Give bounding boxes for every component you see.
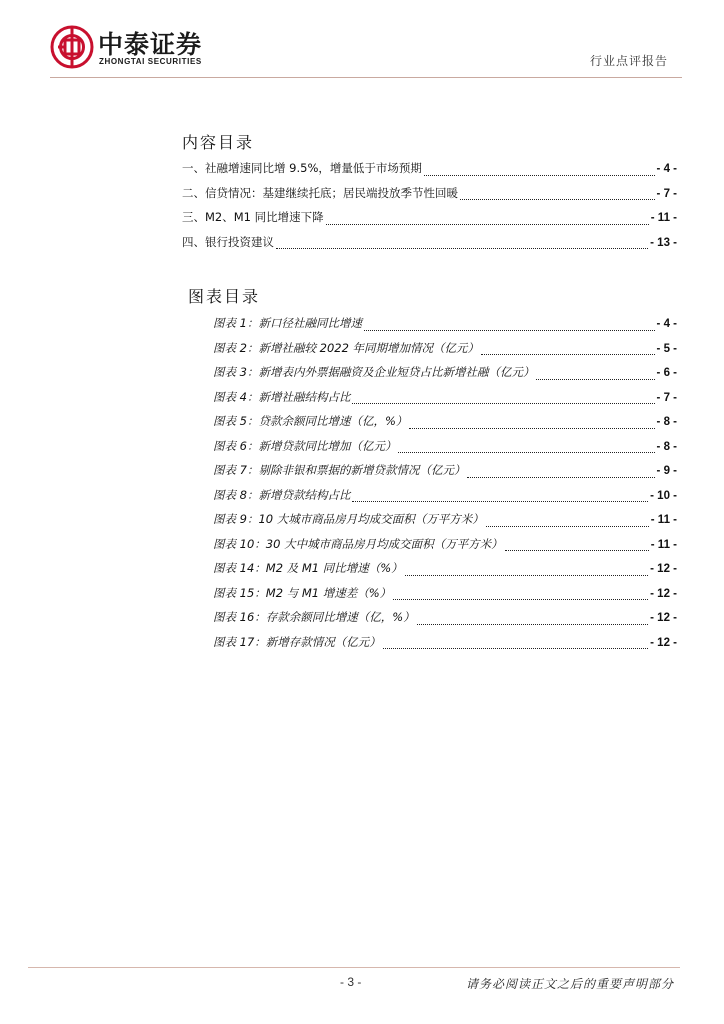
contents-entry[interactable] [182,160,677,185]
dot-leader [536,379,654,380]
dot-leader [424,175,655,176]
dot-leader [276,248,648,249]
footer-disclaimer: 请务必阅读正文之后的重要声明部分 [465,977,674,991]
logo-chinese-name: 中泰证券 [98,30,203,59]
report-type-label: 行业点评报告 [589,54,668,68]
logo-english-name: ZHONGTAI SECURITIES [99,57,202,66]
toc-entry-title: 图表 9：10 大城市商品房月均成交面积（万平方米） [213,512,484,526]
contents-title: 内容目录 [182,133,255,152]
toc-entry-page: - 12 - [650,587,677,600]
figure-entry[interactable] [213,364,677,389]
toc-entry-title: 图表 3：新增表内外票据融资及企业短贷占比新增社融（亿元） [213,365,535,379]
dot-leader [364,330,655,331]
dot-leader [486,526,649,527]
dot-leader [393,599,648,600]
figure-entry[interactable] [213,609,677,634]
toc-entry-page: - 8 - [656,416,677,428]
toc-entry-page: - 6 - [656,367,677,379]
dot-leader [383,648,648,649]
toc-entry-page: - 9 - [656,465,677,477]
toc-entry-title: 四、银行投资建议 [182,234,274,249]
toc-entry-title: 图表 17：新增存款情况（亿元） [213,634,381,649]
dot-leader [326,224,649,225]
toc-entry-title: 图表 10：30 大中城市商品房月均成交面积（万平方米） [213,536,503,551]
toc-entry-page: - 12 - [650,636,677,649]
dot-leader [398,452,654,453]
toc-entry-title: 二、信贷情况：基建继续托底；居民端投放季节性回暖 [182,185,458,200]
toc-entry-page: - 10 - [650,489,677,502]
dot-leader [352,501,648,502]
figure-entry[interactable] [213,560,677,585]
toc-entry-page: - 12 - [650,612,677,624]
figure-entry[interactable] [213,511,677,536]
toc-entry-title: 三、M2、M1 同比增速下降 [182,210,324,224]
toc-entry-title: 图表 15：M2 与 M1 增速差（%） [213,585,392,600]
figure-entry[interactable] [213,536,677,561]
figure-entry[interactable] [213,487,677,512]
toc-entry-title: 图表 16：存款余额同比增速（亿，%） [213,610,415,624]
dot-leader [352,403,654,404]
toc-entry-page: - 12 - [650,563,677,575]
toc-entry-page: - 11 - [650,538,677,551]
toc-entry-page: - 8 - [656,440,677,453]
figures-list [213,315,677,658]
page-number: - 3 - [340,975,362,989]
toc-entry-title: 图表 1：新口径社融同比增速 [213,316,362,330]
dot-leader [505,550,649,551]
toc-entry-title: 图表 7：剔除非银和票据的新增贷款情况（亿元） [213,463,466,477]
zhongtai-logo-icon [50,25,94,69]
toc-entry-title: 图表 14：M2 及 M1 同比增速（%） [213,561,403,575]
dot-leader [405,575,648,576]
page-header [0,0,724,80]
toc-entry-title: 图表 8：新增贷款结构占比 [213,487,351,502]
toc-entry-page: - 13 - [650,236,677,249]
toc-entry-title: 一、社融增速同比增 9.5%，增量低于市场预期 [182,161,422,175]
toc-entry-page: - 7 - [656,187,677,200]
dot-leader [467,477,654,478]
figure-entry[interactable] [213,413,677,438]
toc-entry-page: - 11 - [650,514,677,526]
toc-entry-page: - 4 - [656,318,677,330]
figure-entry[interactable] [213,389,677,414]
figure-entry[interactable] [213,315,677,340]
toc-entry-title: 图表 4：新增社融结构占比 [213,389,351,404]
figures-title: 图表目录 [188,287,261,306]
dot-leader [481,354,654,355]
toc-entry-page: - 4 - [656,163,677,175]
toc-entry-title: 图表 5：贷款余额同比增速（亿，%） [213,414,408,428]
toc-entry-page: - 5 - [656,342,677,355]
dot-leader [460,199,655,200]
contents-list [182,160,677,258]
toc-entry-page: - 11 - [650,212,677,224]
contents-entry[interactable] [182,185,677,210]
footer-divider [28,967,680,968]
figure-entry[interactable] [213,585,677,610]
figure-entry[interactable] [213,634,677,659]
figure-entry[interactable] [213,340,677,365]
dot-leader [417,624,648,625]
toc-entry-title: 图表 6：新增贷款同比增加（亿元） [213,438,397,453]
figure-entry[interactable] [213,462,677,487]
header-divider [50,77,682,78]
toc-entry-title: 图表 2：新增社融较 2022 年同期增加情况（亿元） [213,340,480,355]
company-logo [50,22,240,74]
toc-entry-page: - 7 - [656,391,677,404]
figure-entry[interactable] [213,438,677,463]
contents-entry[interactable] [182,209,677,234]
dot-leader [409,428,654,429]
contents-entry[interactable] [182,234,677,259]
